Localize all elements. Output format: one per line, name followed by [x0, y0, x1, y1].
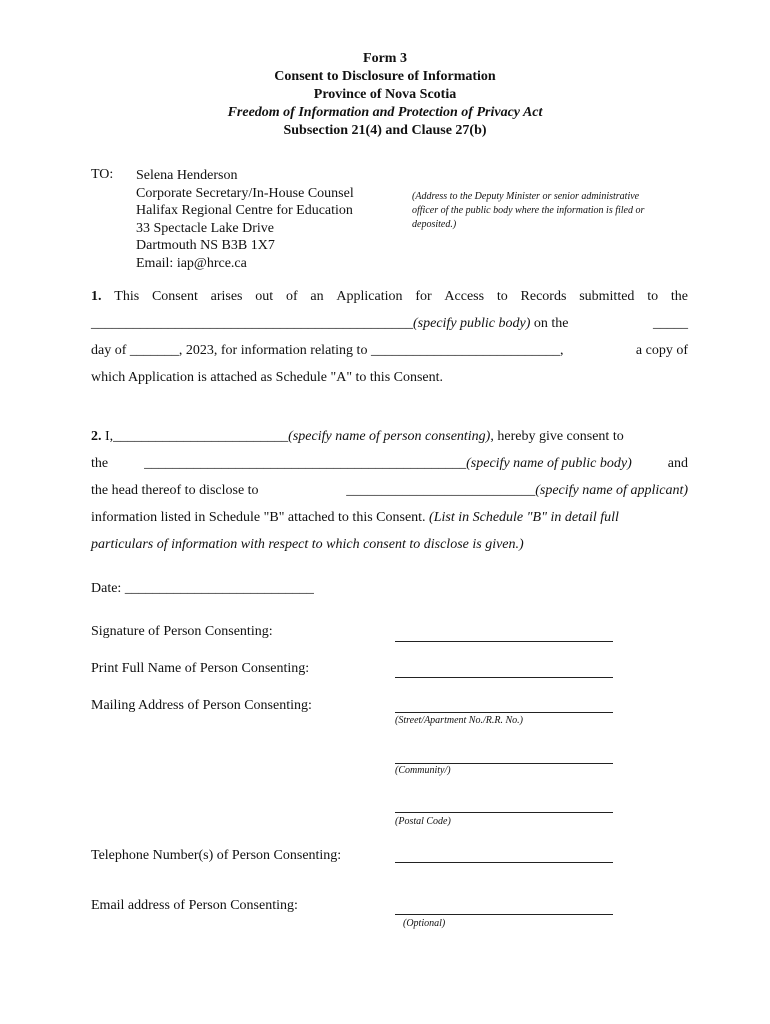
date-field[interactable]: Date: ___________________________ [91, 581, 314, 596]
copy-of-text: a copy of [635, 343, 688, 358]
and-text: and [667, 456, 688, 471]
date-relating-text: day of _______, 2023, for information relating to ___________________________, [91, 343, 564, 358]
address-line: Corporate Secretary/In-House Counsel [136, 185, 354, 201]
address-line: Selena Henderson [136, 168, 238, 183]
specify-person-consenting: (specify name of person consenting) [288, 429, 491, 444]
subsection: Subsection 21(4) and Clause 27(b) [283, 123, 487, 138]
public-body-blank[interactable]: ______________________________________________ [144, 456, 467, 471]
word: arises [210, 289, 243, 304]
address-line: 33 Spectacle Lake Drive [136, 220, 274, 236]
word: an [310, 289, 324, 304]
word: out [255, 289, 274, 304]
word: Consent [151, 289, 198, 304]
address-line: Halifax Regional Centre for Education [136, 203, 353, 218]
form-title: Consent to Disclosure of Information [274, 69, 496, 84]
word: This [114, 289, 140, 304]
community-note: (Community/) [395, 765, 451, 776]
applicant-blank[interactable]: ___________________________ [346, 483, 536, 498]
section-1-line-1 [91, 283, 688, 310]
schedule-b-instruction: (List in Schedule "B" in detail full [429, 510, 619, 525]
word: to [496, 289, 508, 304]
section-1-line-4: which Application is attached as Schedule "A" to this Consent. [91, 370, 444, 385]
address-line: Email: iap@hrce.ca [136, 255, 247, 271]
community-line[interactable] [395, 763, 613, 764]
section-number: 2. [91, 429, 102, 444]
section-2-line-1 [91, 423, 688, 450]
signature-line[interactable] [395, 641, 613, 642]
specify-public-body: (specify name of public body) [466, 456, 632, 471]
word: Records [520, 289, 567, 304]
province: Province of Nova Scotia [313, 87, 457, 102]
section-2-line-5: particulars of information with respect to which consent to disclose is given.) [91, 537, 524, 552]
email-line[interactable] [395, 914, 613, 915]
address-note: (Address to the Deputy Minister or senior administrative officer of the public body where the information is filed or deposited.) [412, 191, 645, 230]
section-number: 1. [91, 289, 102, 304]
public-body-blank[interactable]: ______________________________________________ [91, 316, 413, 331]
postal-code-note: (Postal Code) [395, 816, 451, 827]
word: submitted [579, 289, 635, 304]
signature-label: Signature of Person Consenting: [91, 624, 273, 639]
word: Access [444, 289, 485, 304]
telephone-label: Telephone Number(s) of Person Consenting: [91, 848, 342, 863]
postal-code-line[interactable] [395, 812, 613, 813]
schedule-b-text: information listed in Schedule "B" attached to this Consent. [91, 510, 426, 525]
on-the-text: on the [533, 316, 569, 331]
section-2-line-3 [91, 477, 688, 504]
specify-applicant: (specify name of applicant) [535, 483, 688, 498]
print-name-line[interactable] [395, 677, 613, 678]
to-label: TO: [91, 167, 114, 182]
optional-note: (Optional) [403, 918, 446, 929]
street-note: (Street/Apartment No./R.R. No.) [395, 715, 523, 726]
telephone-line[interactable] [395, 862, 613, 863]
form-number: Form 3 [363, 51, 407, 66]
section-2-line-4 [91, 504, 688, 531]
section-1-line-2 [91, 310, 688, 337]
consenter-blank[interactable]: I,_________________________ [105, 429, 289, 444]
day-blank[interactable]: _____ [653, 316, 688, 331]
word: for [415, 289, 432, 304]
section-1-line-3 [91, 337, 688, 364]
word: of [285, 289, 298, 304]
email-label: Email address of Person Consenting: [91, 898, 298, 913]
the-text: the [91, 456, 109, 471]
specify-public-body: (specify public body) [413, 316, 531, 331]
street-line[interactable] [395, 712, 613, 713]
act-name: Freedom of Information and Protection of Privacy Act [227, 105, 543, 120]
form-header [0, 50, 770, 140]
word: to [647, 289, 659, 304]
section-1 [91, 283, 688, 391]
disclose-text: the head thereof to disclose to [91, 483, 259, 498]
word: Application [336, 289, 403, 304]
print-name-label: Print Full Name of Person Consenting: [91, 661, 310, 676]
mailing-address-label: Mailing Address of Person Consenting: [91, 698, 312, 713]
section-2 [91, 423, 688, 558]
recipient-address [136, 167, 354, 272]
consent-text: , hereby give consent to [490, 429, 624, 444]
section-2-line-2 [91, 450, 688, 477]
word: the [670, 289, 688, 304]
address-line: Dartmouth NS B3B 1X7 [136, 238, 275, 253]
